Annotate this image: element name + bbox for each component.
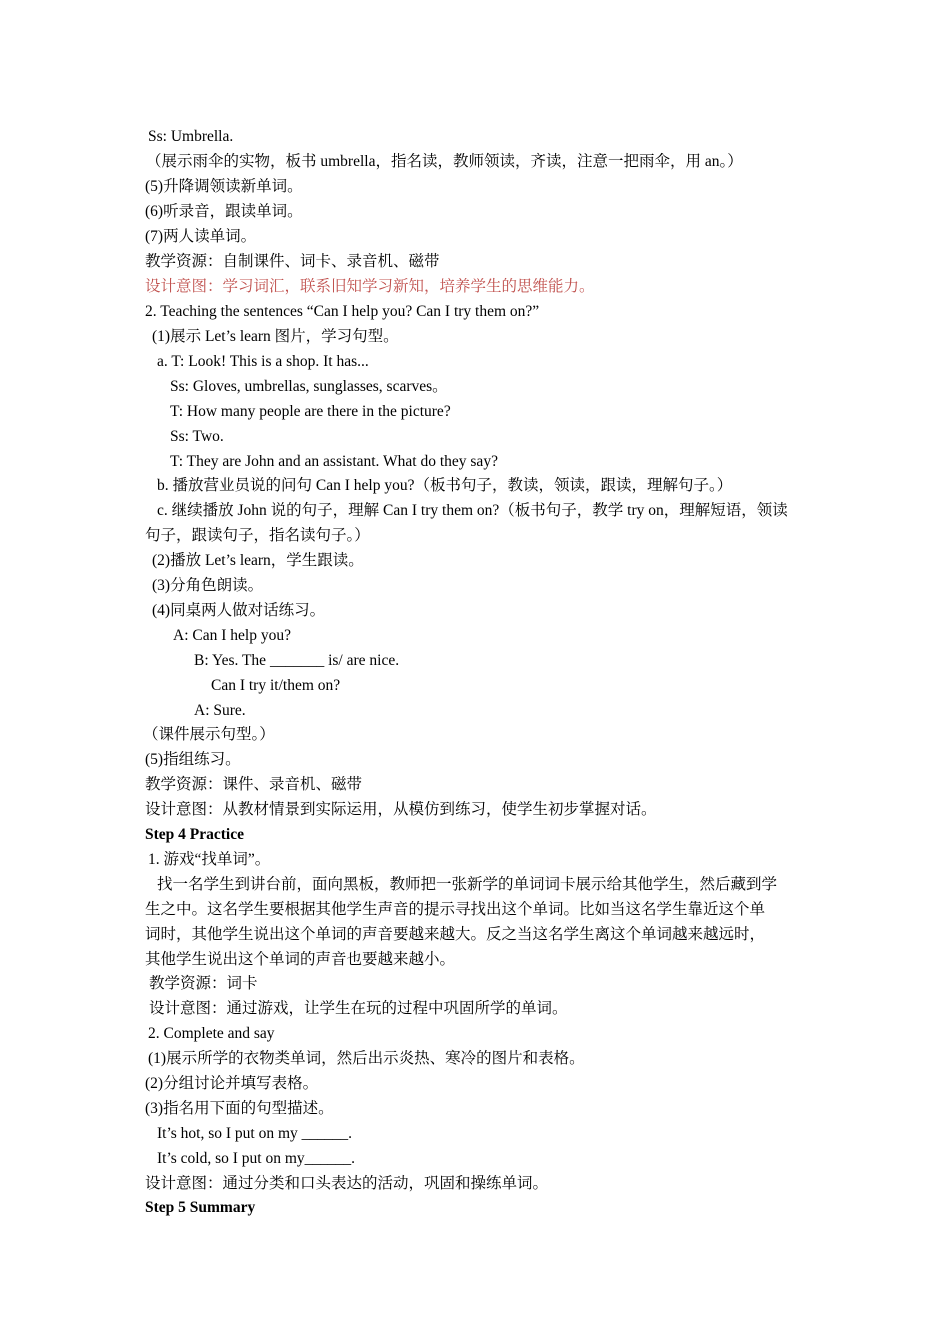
dialogue-line: Ss: Umbrella. [148,128,234,145]
step-item: (6)听录音，跟读单词。 [145,203,303,220]
teaching-note: （展示雨伞的实物，板书 umbrella，指名读，教师领读，齐读，注意一把雨伞，用 an。） [146,153,743,170]
dialogue-line: A: Can I help you? [173,627,291,644]
step-heading: Step 5 Summary [145,1199,256,1216]
sentence-pattern: It’s hot, so I put on my ______. [157,1125,353,1142]
dialogue-line: B: Yes. The _______ is/ are nice. [194,652,400,669]
design-intent: 设计意图：通过分类和口头表达的活动，巩固和操练单词。 [145,1175,549,1192]
step-item: (3)分角色朗读。 [152,577,264,594]
paragraph-line: 其他学生说出这个单词的声音也要越来越小。 [145,951,456,968]
step-heading: Step 4 Practice [145,826,244,843]
teaching-resources: 教学资源：自制课件、词卡、录音机、磁带 [145,253,440,270]
teaching-resources: 教学资源：课件、录音机、磁带 [145,776,363,793]
dialogue-line: Ss: Two. [170,428,224,445]
step-item: (2)播放 Let’s learn，学生跟读。 [152,552,364,569]
step-item: (1)展示 Let’s learn 图片，学习句型。 [152,328,399,345]
section-heading: 2. Teaching the sentences “Can I help you? Can I try them on?” [145,303,540,320]
step-item: (3)指名用下面的句型描述。 [145,1100,334,1117]
dialogue-line: Can I try it/them on? [211,677,341,694]
step-item: (5)指组练习。 [145,751,241,768]
paragraph-line: 生之中。这名学生要根据其他学生声音的提示寻找出这个单词。比如当这名学生靠近这个单 [145,901,766,918]
teaching-resources: 教学资源：词卡 [149,975,258,992]
design-intent: 设计意图：从教材情景到实际运用，从模仿到练习，使学生初步掌握对话。 [145,801,657,818]
step-item: b. 播放营业员说的问句 Can I help you?（板书句子，教读，领读，跟读，理解句子。） [157,477,733,494]
dialogue-line: Ss: Gloves, umbrellas, sunglasses, scarves。 [170,378,448,395]
activity-title: 1. 游戏“找单词”。 [148,851,271,868]
design-intent-highlighted: 设计意图：学习词汇，联系旧知学习新知，培养学生的思维能力。 [145,278,595,295]
step-item: c. 继续播放 John 说的句子，理解 Can I try them on?（板书句子，教学 try on，理解短语，领读 [157,502,788,519]
dialogue-line: a. T: Look! This is a shop. It has... [157,353,369,370]
paragraph-line: 词时，其他学生说出这个单词的声音要越来越大。反之当这名学生离这个单词越来越远时， [145,926,766,943]
dialogue-line: A: Sure. [194,702,246,719]
step-item: (2)分组讨论并填写表格。 [145,1075,319,1092]
step-item: (5)升降调领读新单词。 [145,178,303,195]
step-item-continued: 句子，跟读句子，指名读句子。） [145,527,370,544]
paragraph-line: 找一名学生到讲台前，面向黑板，教师把一张新学的单词词卡展示给其他学生，然后藏到学 [157,876,778,893]
dialogue-line: T: They are John and an assistant. What do they say? [170,453,498,470]
step-item: (1)展示所学的衣物类单词，然后出示炎热、寒冷的图片和表格。 [148,1050,585,1067]
dialogue-line: T: How many people are there in the picture? [170,403,451,420]
teaching-note: （课件展示句型。） [143,726,275,743]
sentence-pattern: It’s cold, so I put on my______. [157,1150,356,1167]
step-item: (7)两人读单词。 [145,228,257,245]
design-intent: 设计意图：通过游戏，让学生在玩的过程中巩固所学的单词。 [149,1000,568,1017]
activity-title: 2. Complete and say [148,1025,275,1042]
step-item: (4)同桌两人做对话练习。 [152,602,326,619]
